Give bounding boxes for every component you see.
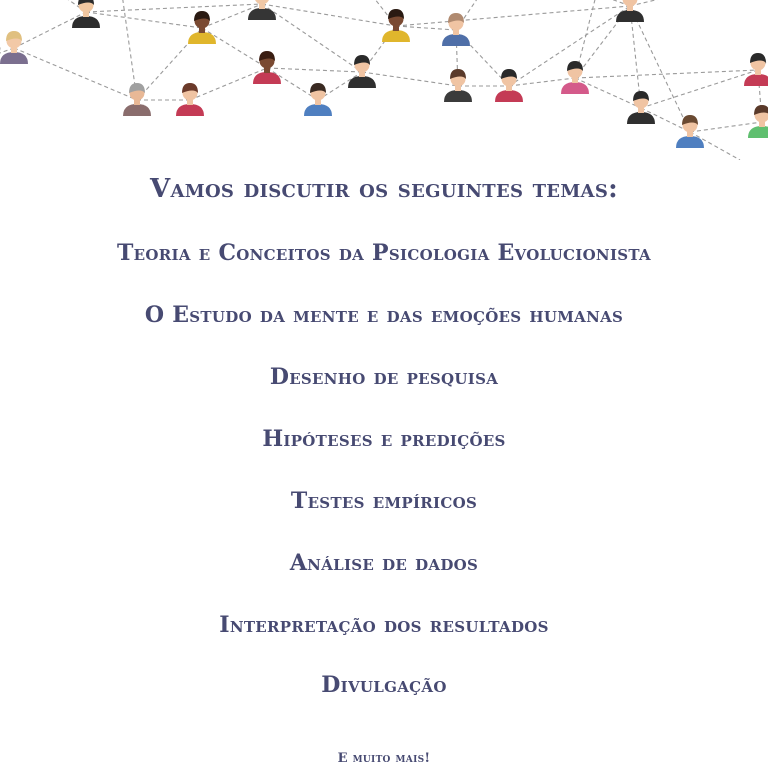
footer-note: E muito mais! <box>337 751 431 766</box>
topic-item: Interpretação dos resultados <box>219 612 549 638</box>
topic-item: Testes empíricos <box>290 488 478 514</box>
topic-item: Hipóteses e predições <box>262 426 506 452</box>
topic-item: Teoria e Conceitos da Psicologia Evolucionista <box>117 240 651 266</box>
topic-item: Divulgação <box>321 672 447 698</box>
topic-item: Desenho de pesquisa <box>269 364 499 390</box>
topic-item: O Estudo da mente e das emoções humanas <box>144 302 624 328</box>
section-heading: Vamos discutir os seguintes temas: <box>149 174 619 204</box>
topic-item: Análise de dados <box>289 550 479 576</box>
